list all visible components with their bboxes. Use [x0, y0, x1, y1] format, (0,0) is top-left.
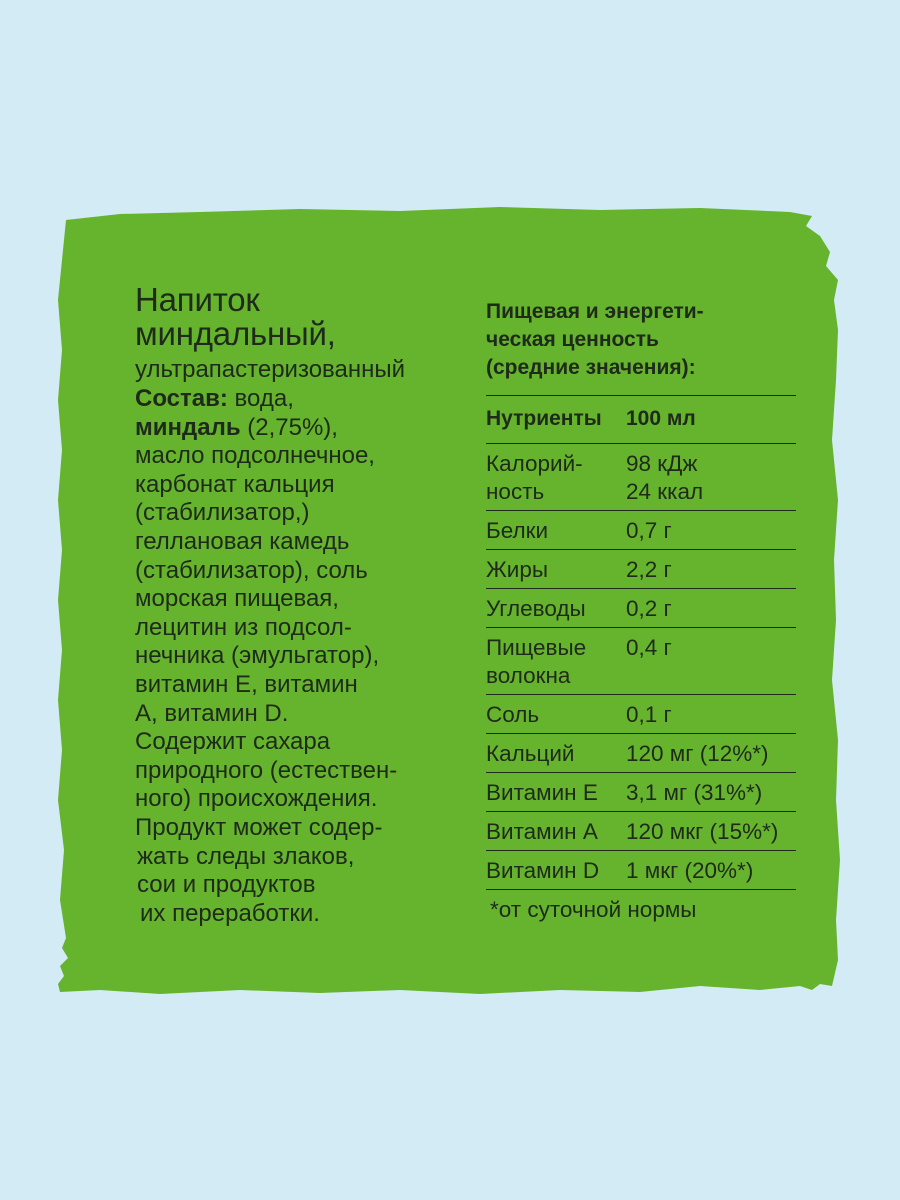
- nutrient-name: Соль: [486, 695, 626, 734]
- nutrient-value: 3,1 мг (31%*): [626, 773, 796, 812]
- nutrient-name-line: Пищевые: [486, 635, 587, 660]
- table-row: [486, 851, 796, 890]
- composition-line: (стабилизатор,): [135, 499, 310, 527]
- product-title-line: миндальный,: [135, 315, 336, 352]
- composition-line: геллановая камедь: [135, 527, 350, 555]
- nutrition-heading-line: (средние значения):: [486, 356, 696, 379]
- composition-line: масло подсолнечное,: [135, 442, 375, 470]
- nutrition-table-header: [486, 396, 796, 444]
- nutrient-name: Кальций: [486, 734, 626, 773]
- nutrient-value-line: 24 ккал: [626, 479, 704, 504]
- warning-line: сои и продуктов: [137, 871, 316, 899]
- table-row: [486, 628, 796, 695]
- nutrient-name: Витамин E: [486, 773, 626, 812]
- nutrient-name: [486, 444, 626, 511]
- nutrient-value: 120 мкг (15%*): [626, 812, 796, 851]
- composition-text: вода,: [227, 385, 294, 412]
- composition-line: Содержит сахара: [135, 728, 331, 756]
- table-row: [486, 695, 796, 734]
- table-row: [486, 773, 796, 812]
- warning-line: их переработки.: [140, 899, 320, 927]
- nutrient-value: 1 мкг (20%*): [626, 851, 796, 890]
- warning-line: Продукт может содер-: [135, 813, 383, 841]
- composition-label: Состав:: [135, 385, 228, 412]
- nutrient-name: [486, 628, 626, 695]
- nutrient-value: 120 мг (12%*): [626, 734, 796, 773]
- nutrition-column: [486, 298, 816, 924]
- composition-line: витамин E, витамин: [135, 670, 358, 698]
- table-row: [486, 812, 796, 851]
- composition-line: [135, 385, 465, 414]
- table-row: [486, 734, 796, 773]
- product-title-line: Напиток: [135, 281, 260, 318]
- nutrient-value: [626, 444, 796, 511]
- nutrient-name-line: волокна: [486, 663, 571, 688]
- composition-line: лецитин из подсол-: [135, 613, 352, 641]
- nutrient-name: Жиры: [486, 550, 626, 589]
- nutrient-value: 0,4 г: [626, 628, 796, 695]
- composition-line: морская пищевая,: [135, 585, 339, 613]
- nutrient-name: Белки: [486, 511, 626, 550]
- composition-line: [135, 414, 465, 443]
- nutrient-value: 0,7 г: [626, 511, 796, 550]
- almond-label: миндаль: [135, 413, 241, 441]
- warning-line: жать следы злаков,: [137, 842, 355, 870]
- nutrition-table: [486, 395, 796, 890]
- composition-column: [135, 283, 465, 928]
- nutrients-column-header: Нутриенты: [486, 396, 626, 444]
- table-row: [486, 511, 796, 550]
- composition-line: ного) происхождения.: [135, 785, 378, 813]
- nutrient-name: Витамин A: [486, 812, 626, 851]
- per-100ml-column-header: 100 мл: [626, 396, 796, 444]
- nutrient-value: 0,1 г: [626, 695, 796, 734]
- composition-line: A, витамин D.: [135, 699, 289, 727]
- nutrient-name-line: Калорий-: [486, 451, 583, 476]
- table-row: [486, 589, 796, 628]
- nutrient-value: 2,2 г: [626, 550, 796, 589]
- composition-line: нечника (эмульгатор),: [135, 642, 380, 670]
- nutrient-name: Углеводы: [486, 589, 626, 628]
- nutrient-name: Витамин D: [486, 851, 626, 890]
- table-row: [486, 550, 796, 589]
- table-row: [486, 444, 796, 511]
- nutrient-name-line: ность: [486, 479, 545, 504]
- daily-norm-footnote: *от суточной нормы: [490, 897, 697, 922]
- composition-text: (2,75%),: [240, 413, 338, 441]
- nutrition-heading-line: Пищевая и энергети-: [486, 300, 704, 323]
- product-subtitle: ультрапастеризованный: [135, 356, 406, 383]
- nutrient-value-line: 98 кДж: [626, 451, 698, 476]
- composition-line: (стабилизатор), соль: [135, 556, 368, 584]
- composition-line: природного (естествен-: [135, 756, 398, 784]
- nutrition-heading-line: ческая ценность: [486, 328, 659, 351]
- nutrient-value: 0,2 г: [626, 589, 796, 628]
- composition-line: карбонат кальция: [135, 470, 335, 498]
